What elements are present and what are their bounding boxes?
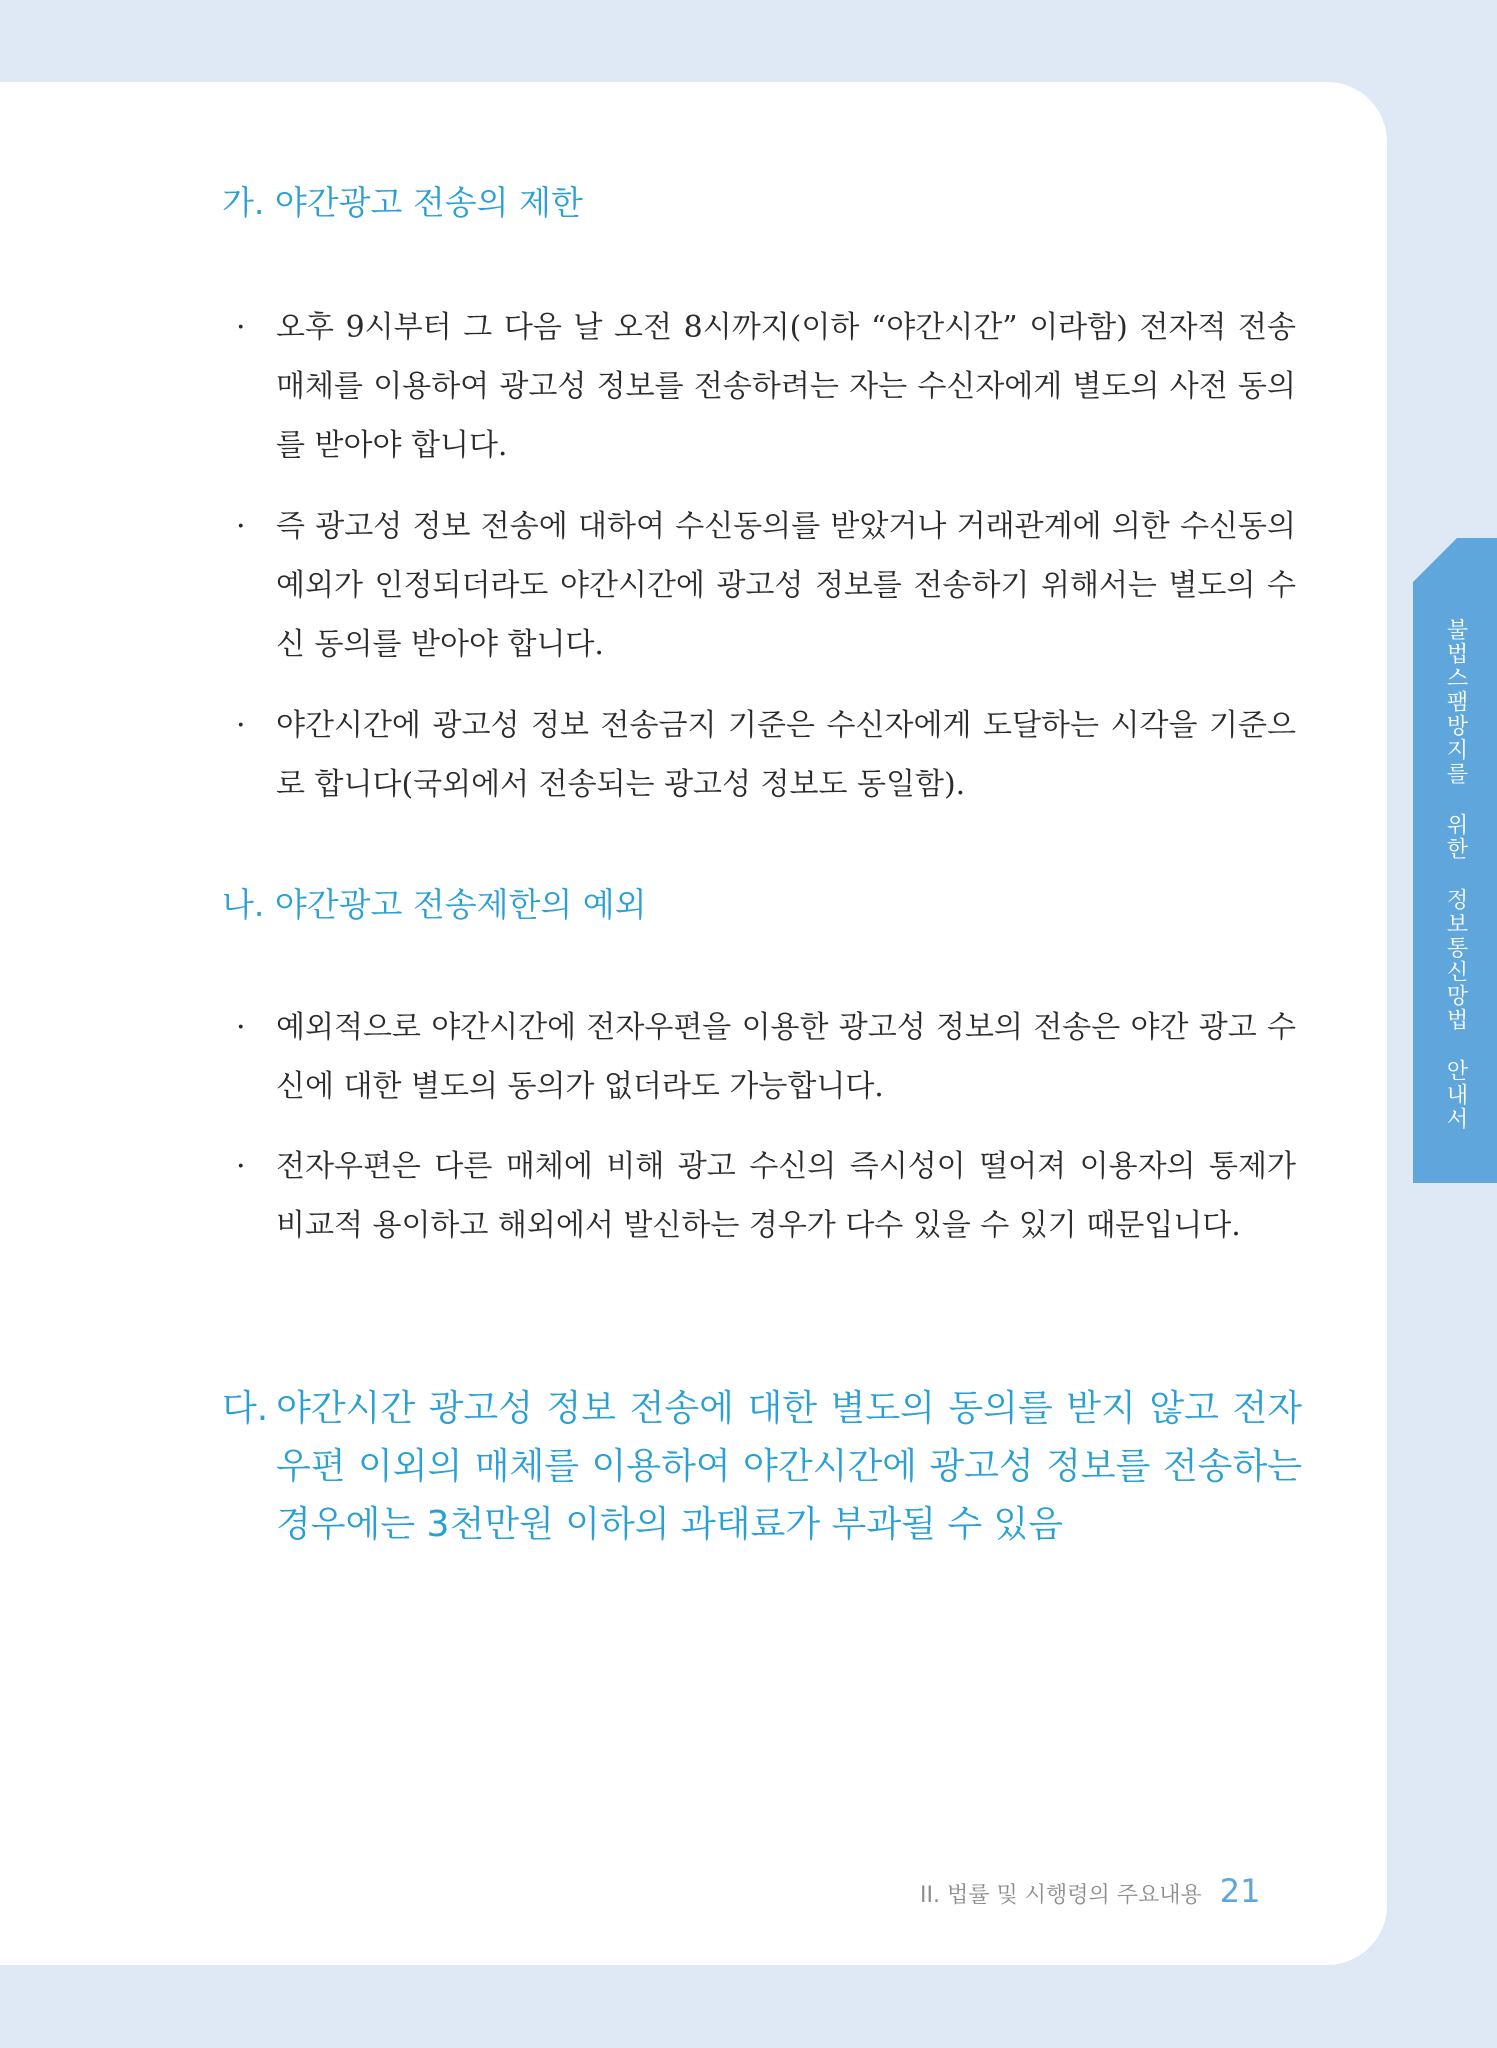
bullet-text: 즉 광고성 정보 전송에 대하여 수신동의를 받았거나 거래관계에 의한 수신동의 예외가 인정되더라도 야간시간에 광고성 정보를 전송하기 위해서는 별도의 수신 동의를 받아야 합니다. <box>276 509 1296 662</box>
bullet-mark: · <box>236 708 246 743</box>
bullet-mark: · <box>236 1010 246 1045</box>
list-item <box>236 696 1296 814</box>
section-heading-text: 야간시간 광고성 정보 전송에 대한 별도의 동의를 받지 않고 전자우편 이외의 매체를 이용하여 야간시간에 광고성 정보를 전송하는 경우에는 3천만원 이하의 과태료가 부과될 수 있음 <box>276 1388 1302 1545</box>
bullet-text: 예외적으로 야간시간에 전자우편을 이용한 광고성 정보의 전송은 야간 광고 수신에 대한 별도의 동의가 없더라도 가능합니다. <box>276 1010 1296 1104</box>
bullet-mark: · <box>236 310 246 345</box>
bullet-mark: · <box>236 509 246 544</box>
section-heading-ga: 가. 야간광고 전송의 제한 <box>222 183 583 222</box>
list-item <box>236 298 1296 475</box>
list-item <box>236 497 1296 674</box>
bullet-text: 전자우편은 다른 매체에 비해 광고 수신의 즉시성이 떨어져 이용자의 통제가 비교적 용이하고 해외에서 발신하는 경우가 다수 있을 수 있기 때문입니다. <box>276 1149 1296 1243</box>
list-item <box>236 998 1296 1116</box>
bullet-mark: · <box>236 1149 246 1184</box>
list-item <box>236 1137 1296 1255</box>
section-heading-na: 나. 야간광고 전송제한의 예외 <box>222 885 647 924</box>
section-number: 다. <box>222 1388 269 1429</box>
section-heading-da <box>222 1380 1302 1554</box>
page-footer <box>920 1872 1260 1910</box>
page-number: 21 <box>1219 1872 1261 1910</box>
bullet-text: 야간시간에 광고성 정보 전송금지 기준은 수신자에게 도달하는 시각을 기준으로 합니다(국외에서 전송되는 광고성 정보도 동일함). <box>276 708 1296 802</box>
footer-section-title: II. 법률 및 시행령의 주요내용 <box>920 1883 1202 1908</box>
side-tab-label: 불법스팸방지를 위한 정보통신망법 안내서 <box>1443 618 1468 1131</box>
bullet-text: 오후 9시부터 그 다음 날 오전 8시까지(이하 “야간시간” 이라함) 전자적 전송매체를 이용하여 광고성 정보를 전송하려는 자는 수신자에게 별도의 사전 동의를 받아야 합니다. <box>276 310 1296 463</box>
